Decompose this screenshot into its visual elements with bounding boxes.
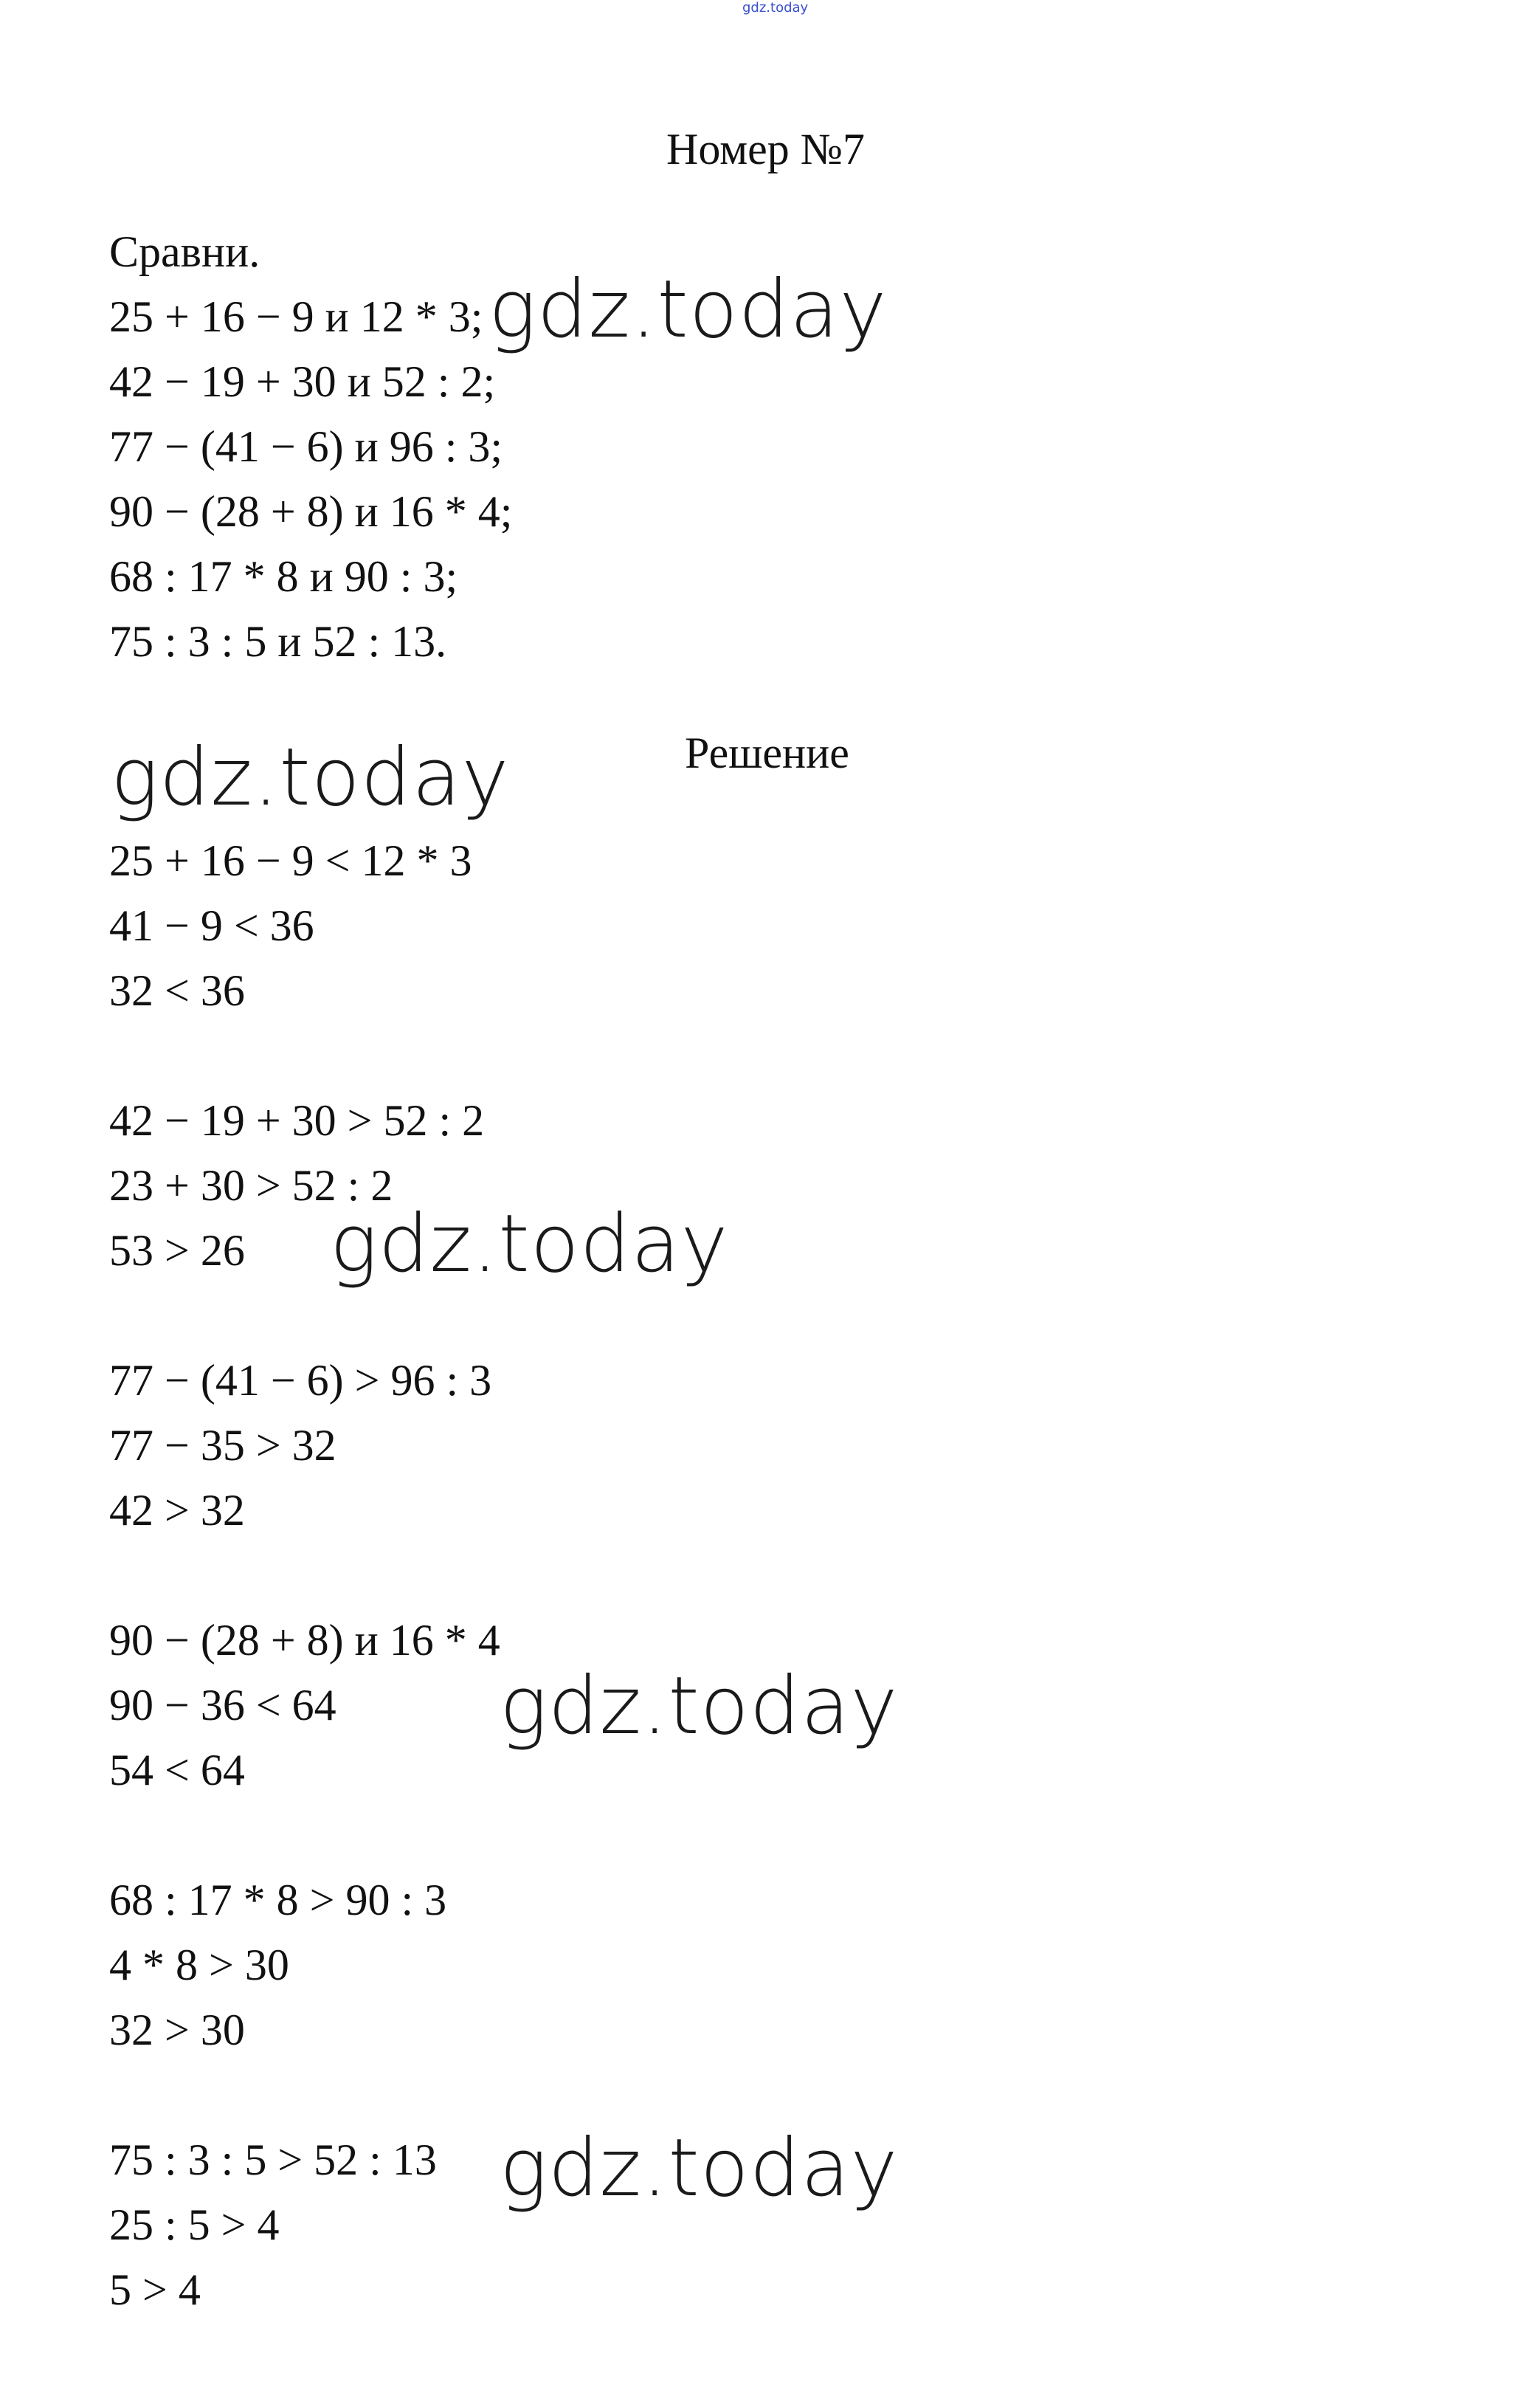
solution-line: 4 * 8 > 30	[109, 1941, 289, 1989]
watermark: gdz.today	[500, 2122, 899, 2214]
solution-line: 23 + 30 > 52 : 2	[109, 1161, 393, 1210]
solution-line: 25 + 16 − 9 < 12 * 3	[109, 836, 472, 885]
task-line: 25 + 16 − 9 и 12 * 3;	[109, 292, 483, 341]
task-line: 68 : 17 * 8 и 90 : 3;	[109, 552, 458, 601]
solution-line: 41 − 9 < 36	[109, 901, 314, 950]
solution-line: 32 < 36	[109, 966, 245, 1015]
solution-heading: Решение	[685, 729, 849, 777]
task-line: 90 − (28 + 8) и 16 * 4;	[109, 487, 513, 536]
solution-line: 54 < 64	[109, 1746, 245, 1794]
solution-line: 32 > 30	[109, 2006, 245, 2054]
solution-line: 75 : 3 : 5 > 52 : 13	[109, 2135, 437, 2184]
solution-line: 5 > 4	[109, 2265, 201, 2314]
solution-line: 42 − 19 + 30 > 52 : 2	[109, 1096, 485, 1145]
header-watermark: gdz.today	[742, 0, 809, 16]
task-line: 77 − (41 − 6) и 96 : 3;	[109, 422, 503, 471]
watermark: gdz.today	[500, 1660, 899, 1752]
task-intro: Сравни.	[109, 227, 260, 276]
solution-line: 90 − 36 < 64	[109, 1681, 336, 1729]
solution-line: 77 − 35 > 32	[109, 1421, 336, 1470]
watermark: gdz.today	[330, 1198, 729, 1290]
task-line: 75 : 3 : 5 и 52 : 13.	[109, 617, 447, 666]
solution-line: 90 − (28 + 8) и 16 * 4	[109, 1616, 500, 1665]
solution-line: 25 : 5 > 4	[109, 2200, 280, 2249]
solution-line: 53 > 26	[109, 1226, 245, 1275]
solution-line: 77 − (41 − 6) > 96 : 3	[109, 1356, 492, 1405]
watermark: gdz.today	[488, 264, 888, 356]
watermark: gdz.today	[111, 731, 510, 824]
page-title: Номер №7	[666, 125, 866, 173]
task-line: 42 − 19 + 30 и 52 : 2;	[109, 357, 496, 406]
solution-line: 42 > 32	[109, 1486, 245, 1535]
solution-line: 68 : 17 * 8 > 90 : 3	[109, 1876, 447, 1924]
